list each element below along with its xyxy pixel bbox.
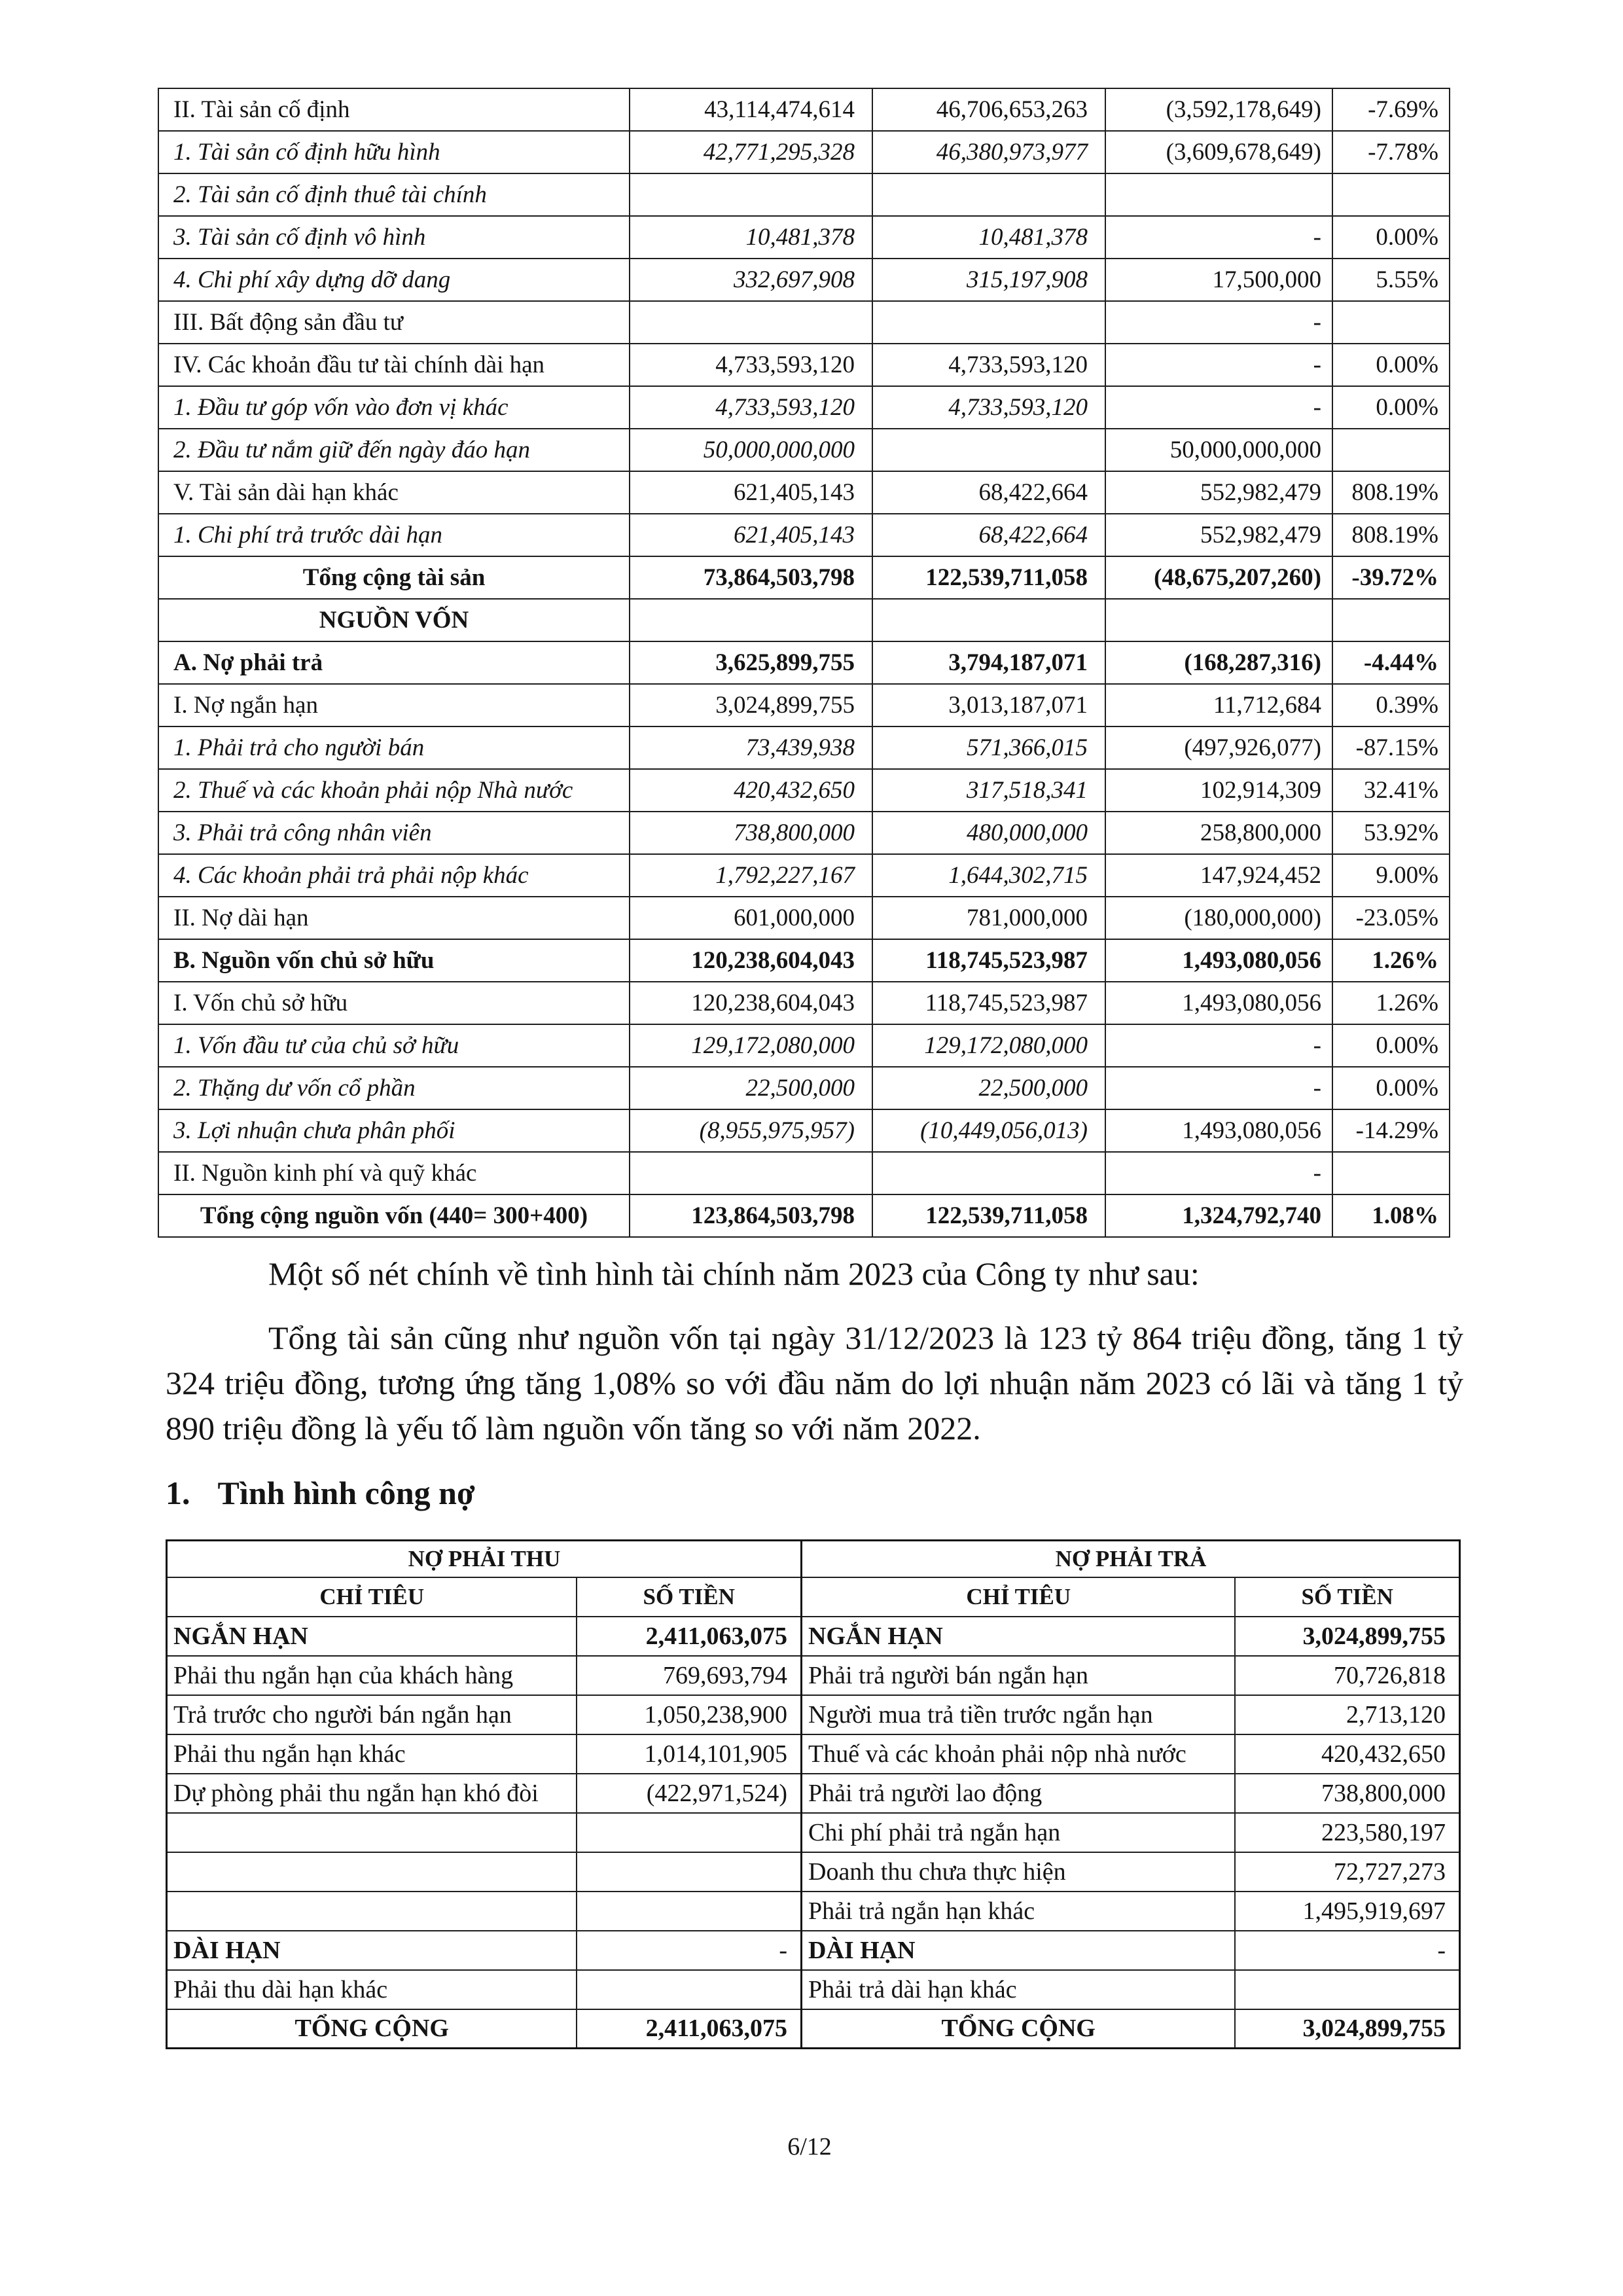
receivable-item: DÀI HẠN (167, 1931, 577, 1970)
payable-item: Người mua trả tiền trước ngắn hạn (802, 1695, 1235, 1734)
change-percent: 0.00% (1332, 1067, 1450, 1109)
change-amount: 552,982,479 (1105, 471, 1332, 514)
change-amount: 147,924,452 (1105, 854, 1332, 897)
amount-column-1: 73,864,503,798 (630, 556, 872, 599)
receivable-amount: (422,971,524) (577, 1774, 802, 1813)
payable-amount: 1,495,919,697 (1235, 1892, 1460, 1931)
amount-column-1: 332,697,908 (630, 259, 872, 301)
payables-heading: NỢ PHẢI TRẢ (802, 1541, 1460, 1577)
amount-column-1 (630, 599, 872, 641)
change-percent: -7.69% (1332, 88, 1450, 131)
payable-amount: 223,580,197 (1235, 1813, 1460, 1852)
balance-sheet-table (158, 88, 1450, 1238)
balance-sheet-row (158, 216, 1450, 259)
balance-sheet-row (158, 556, 1450, 599)
change-amount: - (1105, 344, 1332, 386)
payable-amount: 3,024,899,755 (1235, 2009, 1460, 2049)
amount-column-1: 120,238,604,043 (630, 939, 872, 982)
balance-sheet-row (158, 173, 1450, 216)
amount-column-1: 621,405,143 (630, 471, 872, 514)
change-amount (1105, 173, 1332, 216)
change-amount: (497,926,077) (1105, 726, 1332, 769)
row-label: 2. Thặng dư vốn cổ phần (158, 1067, 630, 1109)
receivable-amount: 1,050,238,900 (577, 1695, 802, 1734)
change-percent: 0.00% (1332, 386, 1450, 429)
amount-column-2: (10,449,056,013) (872, 1109, 1105, 1152)
receivable-item: Dự phòng phải thu ngắn hạn khó đòi (167, 1774, 577, 1813)
receivable-item: TỔNG CỘNG (167, 2009, 577, 2049)
change-percent: 5.55% (1332, 259, 1450, 301)
payable-item: TỔNG CỘNG (802, 2009, 1235, 2049)
change-amount: 11,712,684 (1105, 684, 1332, 726)
change-percent: -7.78% (1332, 131, 1450, 173)
change-amount: (3,609,678,649) (1105, 131, 1332, 173)
amount-column-1: 4,733,593,120 (630, 344, 872, 386)
receivable-amount: 2,411,063,075 (577, 2009, 802, 2049)
amount-column-2: 571,366,015 (872, 726, 1105, 769)
amount-column-2: 1,644,302,715 (872, 854, 1105, 897)
row-label: II. Tài sản cố định (158, 88, 630, 131)
row-label: 2. Đầu tư nắm giữ đến ngày đáo hạn (158, 429, 630, 471)
debt-table-row (167, 2009, 1460, 2049)
receivable-amount (577, 1892, 802, 1931)
balance-sheet-row (158, 1024, 1450, 1067)
balance-sheet-row (158, 599, 1450, 641)
row-label: 2. Thuế và các khoản phải nộp Nhà nước (158, 769, 630, 812)
change-amount: - (1105, 1067, 1332, 1109)
change-percent: 32.41% (1332, 769, 1450, 812)
change-percent: -14.29% (1332, 1109, 1450, 1152)
row-label: 1. Đầu tư góp vốn vào đơn vị khác (158, 386, 630, 429)
receivable-amount (577, 1852, 802, 1892)
balance-sheet-row (158, 1109, 1450, 1152)
debt-table-row (167, 1695, 1460, 1734)
balance-sheet-row (158, 301, 1450, 344)
summary-paragraph: Tổng tài sản cũng như nguồn vốn tại ngày 31/12/2023 là 123 tỷ 864 triệu đồng, tăng 1 tỷ 324 triệu đồng, tương ứng tăng 1,08% so với đầu năm do lợi nhuận năm 2023 có lãi và tăng 1 tỷ 890 triệu đồng là yếu tố làm nguồn vốn tăng so với năm 2022. (166, 1319, 1463, 1446)
balance-sheet-row (158, 812, 1450, 854)
change-amount: 1,493,080,056 (1105, 982, 1332, 1024)
payable-amount: 738,800,000 (1235, 1774, 1460, 1813)
change-percent: 0.00% (1332, 216, 1450, 259)
balance-sheet-row (158, 131, 1450, 173)
amount-column-2: 118,745,523,987 (872, 982, 1105, 1024)
balance-sheet-row (158, 344, 1450, 386)
balance-sheet-row (158, 854, 1450, 897)
balance-sheet-row (158, 429, 1450, 471)
amount-column-2 (872, 173, 1105, 216)
payable-item: Phải trả dài hạn khác (802, 1970, 1235, 2009)
debt-table-body (167, 1617, 1460, 2049)
amount-column-1: 420,432,650 (630, 769, 872, 812)
receivable-amount: 769,693,794 (577, 1656, 802, 1695)
change-percent: 9.00% (1332, 854, 1450, 897)
change-amount: - (1105, 301, 1332, 344)
amount-column-1 (630, 173, 872, 216)
amount-column-1: 120,238,604,043 (630, 982, 872, 1024)
amount-column-1: 42,771,295,328 (630, 131, 872, 173)
amount-column-2: 122,539,711,058 (872, 1194, 1105, 1237)
amount-column-2: 68,422,664 (872, 514, 1105, 556)
change-percent: 808.19% (1332, 514, 1450, 556)
change-percent: 1.08% (1332, 1194, 1450, 1237)
amount-column-2: 315,197,908 (872, 259, 1105, 301)
receivable-item: NGẮN HẠN (167, 1617, 577, 1656)
receivables-amount-header: SỐ TIỀN (577, 1577, 802, 1617)
amount-column-1: 3,024,899,755 (630, 684, 872, 726)
receivable-item (167, 1892, 577, 1931)
payable-amount: 70,726,818 (1235, 1656, 1460, 1695)
change-percent: -4.44% (1332, 641, 1450, 684)
amount-column-1: (8,955,975,957) (630, 1109, 872, 1152)
amount-column-1 (630, 1152, 872, 1194)
change-percent: -39.72% (1332, 556, 1450, 599)
row-label: Tổng cộng nguồn vốn (440= 300+400) (158, 1194, 630, 1237)
balance-sheet-row (158, 259, 1450, 301)
change-amount: - (1105, 216, 1332, 259)
amount-column-1: 4,733,593,120 (630, 386, 872, 429)
amount-column-1: 50,000,000,000 (630, 429, 872, 471)
amount-column-2: 3,013,187,071 (872, 684, 1105, 726)
balance-sheet-row (158, 1067, 1450, 1109)
amount-column-2: 46,380,973,977 (872, 131, 1105, 173)
row-label: II. Nợ dài hạn (158, 897, 630, 939)
change-percent: 0.39% (1332, 684, 1450, 726)
change-amount: 17,500,000 (1105, 259, 1332, 301)
payable-amount: 72,727,273 (1235, 1852, 1460, 1892)
balance-sheet-row (158, 726, 1450, 769)
balance-sheet-row (158, 982, 1450, 1024)
receivable-amount (577, 1813, 802, 1852)
row-label: V. Tài sản dài hạn khác (158, 471, 630, 514)
amount-column-1: 621,405,143 (630, 514, 872, 556)
row-label: Tổng cộng tài sản (158, 556, 630, 599)
payable-amount: 3,024,899,755 (1235, 1617, 1460, 1656)
section-title: Tình hình công nợ (217, 1475, 475, 1511)
amount-column-1: 10,481,378 (630, 216, 872, 259)
row-label: II. Nguồn kinh phí và quỹ khác (158, 1152, 630, 1194)
amount-column-1: 123,864,503,798 (630, 1194, 872, 1237)
change-amount: 50,000,000,000 (1105, 429, 1332, 471)
row-label: 4. Các khoản phải trả phải nộp khác (158, 854, 630, 897)
debt-group-header-row (167, 1541, 1460, 1577)
row-label: 1. Tài sản cố định hữu hình (158, 131, 630, 173)
payable-amount (1235, 1970, 1460, 2009)
change-percent: 808.19% (1332, 471, 1450, 514)
amount-column-2: 4,733,593,120 (872, 386, 1105, 429)
row-label: B. Nguồn vốn chủ sở hữu (158, 939, 630, 982)
debt-table-head (167, 1541, 1460, 1617)
debt-table-row (167, 1656, 1460, 1695)
payable-item: NGẮN HẠN (802, 1617, 1235, 1656)
amount-column-2 (872, 599, 1105, 641)
change-amount: (48,675,207,260) (1105, 556, 1332, 599)
payable-item: Chi phí phải trả ngắn hạn (802, 1813, 1235, 1852)
page-number: 6/12 (787, 2133, 832, 2161)
change-amount: 1,493,080,056 (1105, 939, 1332, 982)
row-label: 1. Vốn đầu tư của chủ sở hữu (158, 1024, 630, 1067)
change-amount: 552,982,479 (1105, 514, 1332, 556)
payable-item: Doanh thu chưa thực hiện (802, 1852, 1235, 1892)
receivable-item: Phải thu dài hạn khác (167, 1970, 577, 2009)
change-percent: 0.00% (1332, 344, 1450, 386)
payable-amount: 2,713,120 (1235, 1695, 1460, 1734)
balance-sheet-row (158, 471, 1450, 514)
amount-column-1: 3,625,899,755 (630, 641, 872, 684)
change-amount: (3,592,178,649) (1105, 88, 1332, 131)
debt-table-row (167, 1931, 1460, 1970)
receivable-item (167, 1852, 577, 1892)
payables-amount-header: SỐ TIỀN (1235, 1577, 1460, 1617)
receivable-item: Phải thu ngắn hạn của khách hàng (167, 1656, 577, 1695)
change-amount: 102,914,309 (1105, 769, 1332, 812)
debt-table-row (167, 1774, 1460, 1813)
receivable-item: Trả trước cho người bán ngắn hạn (167, 1695, 577, 1734)
debt-table-row (167, 1617, 1460, 1656)
change-amount: 1,493,080,056 (1105, 1109, 1332, 1152)
amount-column-1: 43,114,474,614 (630, 88, 872, 131)
amount-column-1: 601,000,000 (630, 897, 872, 939)
payable-item: Phải trả người bán ngắn hạn (802, 1656, 1235, 1695)
row-label: 3. Phải trả công nhân viên (158, 812, 630, 854)
balance-sheet-row (158, 939, 1450, 982)
payable-amount: - (1235, 1931, 1460, 1970)
row-label: III. Bất động sản đầu tư (158, 301, 630, 344)
amount-column-2: 10,481,378 (872, 216, 1105, 259)
change-percent: 1.26% (1332, 982, 1450, 1024)
amount-column-2: 122,539,711,058 (872, 556, 1105, 599)
balance-sheet-row (158, 386, 1450, 429)
amount-column-2: 3,794,187,071 (872, 641, 1105, 684)
amount-column-2: 68,422,664 (872, 471, 1105, 514)
row-label: I. Vốn chủ sở hữu (158, 982, 630, 1024)
receivable-amount: 1,014,101,905 (577, 1734, 802, 1774)
receivable-amount: 2,411,063,075 (577, 1617, 802, 1656)
change-percent: 0.00% (1332, 1024, 1450, 1067)
balance-sheet-row (158, 88, 1450, 131)
amount-column-1: 738,800,000 (630, 812, 872, 854)
receivables-item-header: CHỈ TIÊU (167, 1577, 577, 1617)
amount-column-2: 129,172,080,000 (872, 1024, 1105, 1067)
balance-sheet-row (158, 514, 1450, 556)
row-label: 1. Phải trả cho người bán (158, 726, 630, 769)
change-amount: 1,324,792,740 (1105, 1194, 1332, 1237)
change-percent (1332, 599, 1450, 641)
balance-sheet-row (158, 769, 1450, 812)
debt-column-header-row (167, 1577, 1460, 1617)
amount-column-2: 4,733,593,120 (872, 344, 1105, 386)
payable-item: Thuế và các khoản phải nộp nhà nước (802, 1734, 1235, 1774)
change-percent: 53.92% (1332, 812, 1450, 854)
balance-sheet-row (158, 684, 1450, 726)
change-amount: 258,800,000 (1105, 812, 1332, 854)
amount-column-2: 118,745,523,987 (872, 939, 1105, 982)
change-amount: (180,000,000) (1105, 897, 1332, 939)
change-percent (1332, 173, 1450, 216)
change-percent (1332, 301, 1450, 344)
balance-sheet-row (158, 1194, 1450, 1237)
change-amount: - (1105, 386, 1332, 429)
amount-column-1: 73,439,938 (630, 726, 872, 769)
row-label: 1. Chi phí trả trước dài hạn (158, 514, 630, 556)
section-heading (166, 1469, 475, 1516)
amount-column-2 (872, 1152, 1105, 1194)
section-number: 1. (166, 1475, 190, 1511)
row-label: 3. Tài sản cố định vô hình (158, 216, 630, 259)
change-percent (1332, 1152, 1450, 1194)
debt-table-row (167, 1970, 1460, 2009)
change-percent (1332, 429, 1450, 471)
balance-sheet-row (158, 1152, 1450, 1194)
change-percent: -23.05% (1332, 897, 1450, 939)
amount-column-1: 1,792,227,167 (630, 854, 872, 897)
amount-column-1: 129,172,080,000 (630, 1024, 872, 1067)
debt-table-row (167, 1734, 1460, 1774)
amount-column-2 (872, 429, 1105, 471)
amount-column-2: 22,500,000 (872, 1067, 1105, 1109)
payable-item: Phải trả ngắn hạn khác (802, 1892, 1235, 1931)
balance-sheet-row (158, 897, 1450, 939)
amount-column-2 (872, 301, 1105, 344)
row-label: 3. Lợi nhuận chưa phân phối (158, 1109, 630, 1152)
change-amount: - (1105, 1152, 1332, 1194)
amount-column-1: 22,500,000 (630, 1067, 872, 1109)
balance-sheet-body (158, 88, 1450, 1237)
receivables-heading: NỢ PHẢI THU (167, 1541, 802, 1577)
debt-table-row (167, 1852, 1460, 1892)
amount-column-2: 46,706,653,263 (872, 88, 1105, 131)
balance-sheet-row (158, 641, 1450, 684)
change-amount: - (1105, 1024, 1332, 1067)
amount-column-2: 480,000,000 (872, 812, 1105, 854)
receivable-amount: - (577, 1931, 802, 1970)
debt-table-row (167, 1813, 1460, 1852)
row-label: 2. Tài sản cố định thuê tài chính (158, 173, 630, 216)
receivable-amount (577, 1970, 802, 2009)
debt-table (166, 1539, 1461, 2049)
payable-item: Phải trả người lao động (802, 1774, 1235, 1813)
receivable-item (167, 1813, 577, 1852)
row-label: IV. Các khoản đầu tư tài chính dài hạn (158, 344, 630, 386)
change-percent: -87.15% (1332, 726, 1450, 769)
row-label: I. Nợ ngắn hạn (158, 684, 630, 726)
amount-column-2: 317,518,341 (872, 769, 1105, 812)
payables-item-header: CHỈ TIÊU (802, 1577, 1235, 1617)
change-percent: 1.26% (1332, 939, 1450, 982)
payable-item: DÀI HẠN (802, 1931, 1235, 1970)
amount-column-2: 781,000,000 (872, 897, 1105, 939)
row-label: NGUỒN VỐN (158, 599, 630, 641)
payable-amount: 420,432,650 (1235, 1734, 1460, 1774)
amount-column-1 (630, 301, 872, 344)
summary-intro: Một số nét chính về tình hình tài chính năm 2023 của Công ty như sau: (268, 1255, 1200, 1292)
change-amount (1105, 599, 1332, 641)
row-label: A. Nợ phải trả (158, 641, 630, 684)
receivable-item: Phải thu ngắn hạn khác (167, 1734, 577, 1774)
debt-table-row (167, 1892, 1460, 1931)
change-amount: (168,287,316) (1105, 641, 1332, 684)
row-label: 4. Chi phí xây dựng dỡ dang (158, 259, 630, 301)
